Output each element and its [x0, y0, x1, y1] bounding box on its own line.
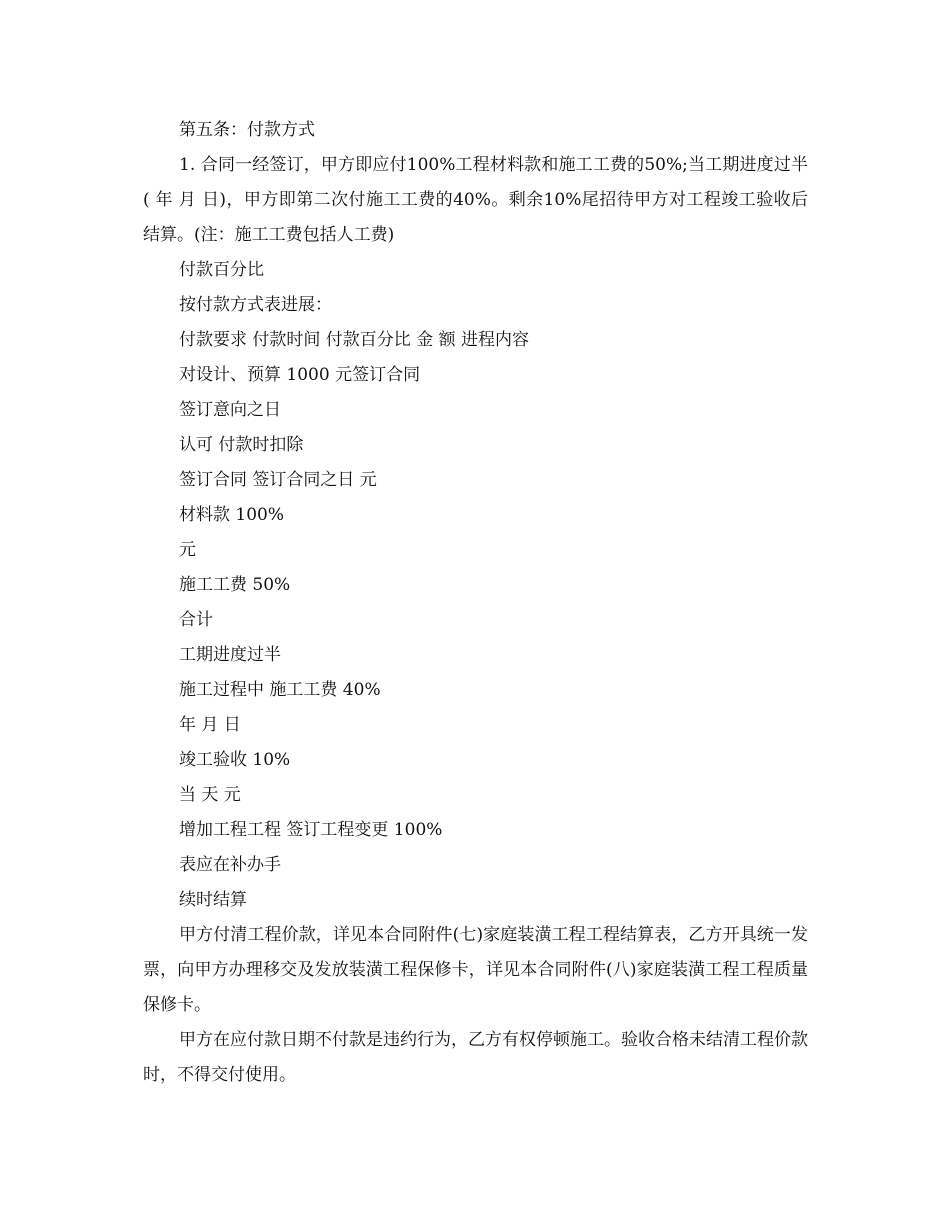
text-line: 合计 — [179, 610, 213, 630]
text-line: 按付款方式表进展： — [179, 295, 332, 315]
clause-1-paragraph: 1. 合同一经签订，甲方即应付100%工程材料款和施工工费的50%;当工期进度过半( 年 月 日)，甲方即第二次付施工工费的40%。剩余10%尾招待甲方对工程竣工验收后结算。(注：施工工费包括人工费) — [143, 155, 808, 245]
document-body — [143, 113, 808, 1093]
text-line: 施工工费 50% — [179, 575, 291, 595]
table-header-line: 付款要求 付款时间 付款百分比 金 额 进程内容 — [179, 330, 530, 350]
text-line: 认可 付款时扣除 — [179, 435, 304, 455]
text-line: 付款百分比 — [179, 260, 264, 280]
text-line: 表应在补办手 — [179, 855, 281, 875]
text-line: 年 月 日 — [179, 715, 241, 735]
text-line: 工期进度过半 — [179, 645, 281, 665]
settlement-paragraph: 甲方付清工程价款，详见本合同附件(七)家庭装潢工程工程结算表，乙方开具统一发票，向甲方办理移交及发放装潢工程保修卡，详见本合同附件(八)家庭装潢工程工程质量保修卡。 — [143, 925, 808, 1015]
text-line: 材料款 100% — [179, 505, 285, 525]
text-line: 签订合同 签订合同之日 元 — [179, 470, 377, 490]
text-line: 对设计、预算 1000 元签订合同 — [179, 365, 421, 385]
text-line: 当 天 元 — [179, 785, 241, 805]
text-line: 元 — [179, 540, 196, 560]
text-line: 施工过程中 施工工费 40% — [179, 680, 381, 700]
text-line: 竣工验收 10% — [179, 750, 291, 770]
text-line: 增加工程工程 签订工程变更 100% — [179, 820, 443, 840]
text-line: 签订意向之日 — [179, 400, 281, 420]
text-line: 续时结算 — [179, 890, 247, 910]
default-paragraph: 甲方在应付款日期不付款是违约行为，乙方有权停顿施工。验收合格未结清工程价款时，不得交付使用。 — [143, 1030, 808, 1085]
article-heading: 第五条：付款方式 — [179, 120, 315, 140]
